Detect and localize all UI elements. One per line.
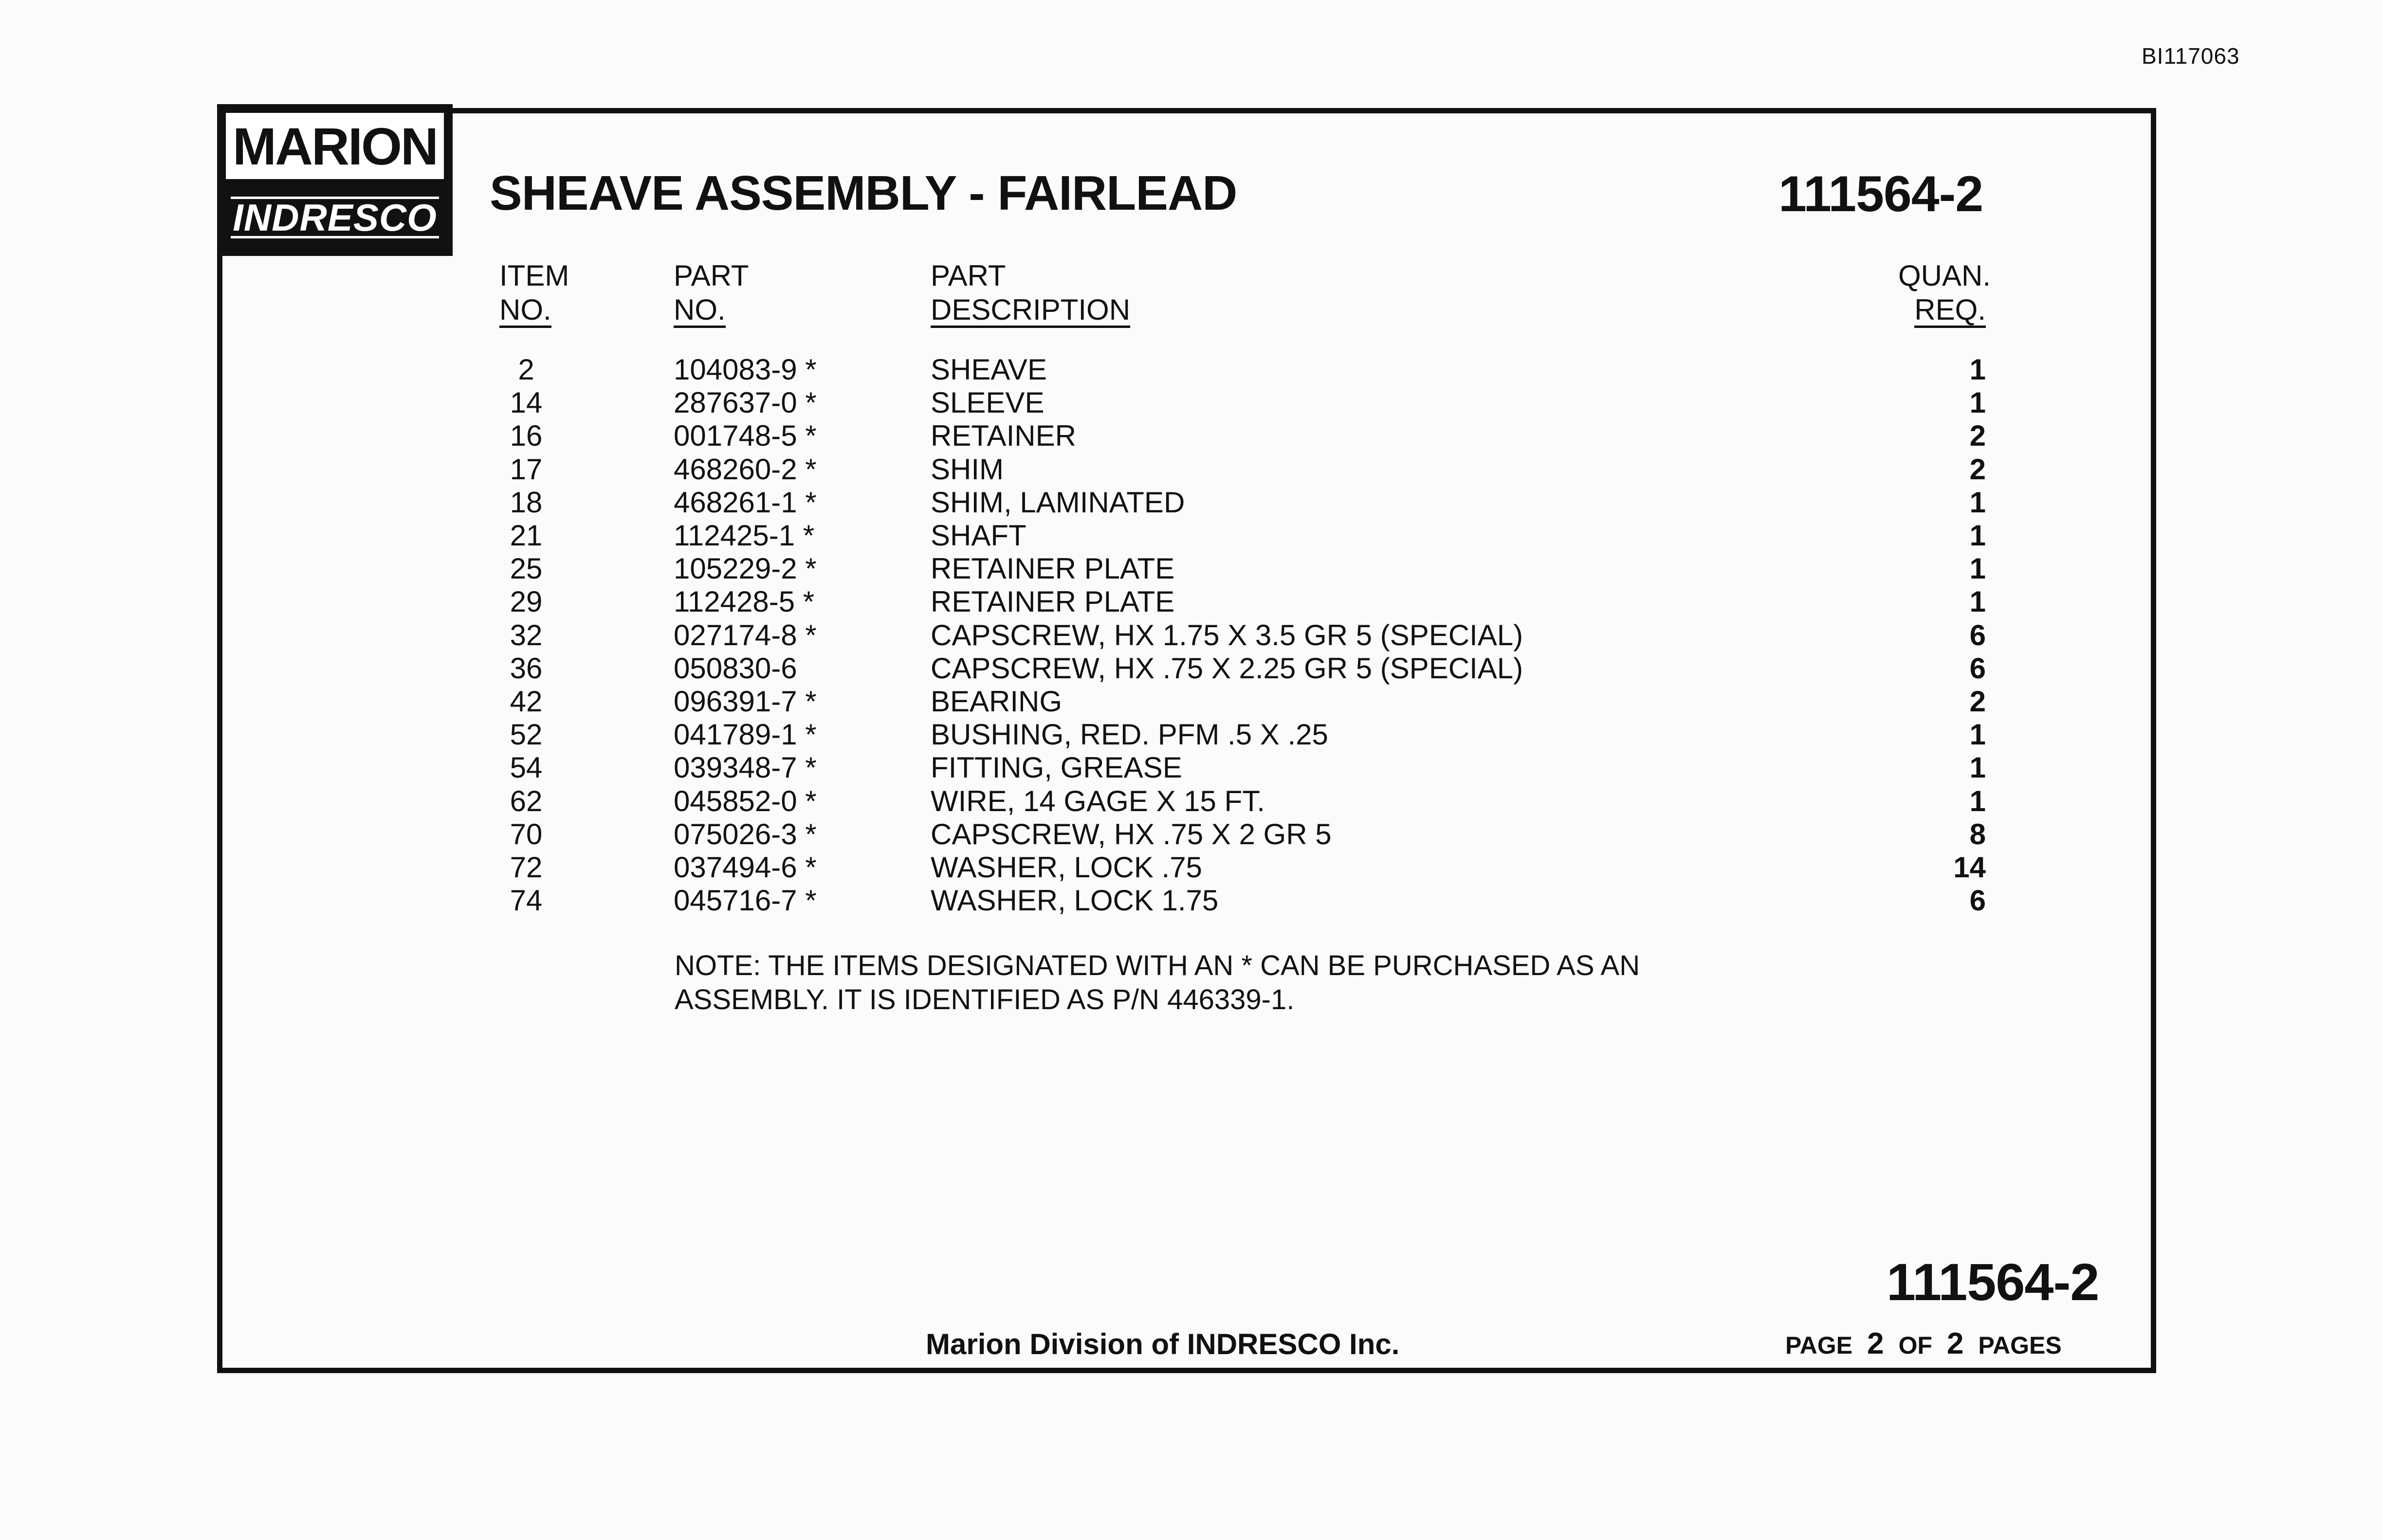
- part-number: 027174-8 *: [674, 618, 817, 652]
- part-description: CAPSCREW, HX .75 X 2.25 GR 5 (SPECIAL): [931, 652, 1523, 685]
- quantity-required: 1: [1969, 585, 1986, 618]
- part-description: RETAINER PLATE: [931, 552, 1175, 585]
- part-number: 045852-0 *: [674, 784, 817, 817]
- table-row: [0, 818, 2383, 851]
- table-row: [0, 386, 2383, 419]
- item-number: 21: [510, 519, 543, 552]
- quantity-required: 8: [1969, 817, 1986, 851]
- part-number: 001748-5 *: [674, 419, 817, 453]
- part-description: SHIM, LAMINATED: [931, 486, 1185, 519]
- footer-page-indicator: [1785, 1326, 2062, 1361]
- item-number: 52: [510, 718, 543, 751]
- item-number: 74: [510, 884, 543, 917]
- item-number: 29: [510, 585, 543, 618]
- quantity-required: 1: [1969, 486, 1986, 519]
- part-number: 037494-6 *: [674, 851, 817, 884]
- part-description: RETAINER: [931, 419, 1076, 453]
- part-number: 112428-5 *: [674, 585, 815, 618]
- table-row: [0, 884, 2383, 917]
- item-number: 25: [510, 552, 543, 585]
- header-item-no: ITEM NO.: [499, 259, 569, 328]
- quantity-required: 1: [1969, 552, 1986, 585]
- part-description: SHEAVE: [931, 353, 1047, 386]
- item-number: 17: [510, 453, 543, 486]
- quantity-required: 1: [1969, 386, 1986, 419]
- quantity-required: 1: [1969, 519, 1986, 552]
- quantity-required: 6: [1969, 618, 1986, 652]
- part-description: WASHER, LOCK 1.75: [931, 884, 1219, 917]
- document-id: BI117063: [2142, 43, 2240, 69]
- table-row: [0, 751, 2383, 784]
- quantity-required: 14: [1953, 851, 1986, 884]
- part-description: BEARING: [931, 685, 1063, 718]
- table-row: [0, 419, 2383, 453]
- part-number: 468260-2 *: [674, 453, 817, 486]
- item-number: 32: [510, 618, 543, 652]
- table-row: [0, 453, 2383, 486]
- part-number: 045716-7 *: [674, 884, 817, 917]
- part-number: 104083-9 *: [674, 353, 817, 386]
- table-row: [0, 519, 2383, 552]
- part-number: 050830-6: [674, 652, 797, 685]
- table-row: [0, 851, 2383, 884]
- header-part-description: PART DESCRIPTION: [931, 259, 1130, 328]
- quantity-required: 6: [1969, 652, 1986, 685]
- part-description: RETAINER PLATE: [931, 585, 1175, 618]
- part-description: WASHER, LOCK .75: [931, 851, 1202, 884]
- quantity-required: 2: [1969, 685, 1986, 718]
- table-row: [0, 685, 2383, 718]
- part-number: 468261-1 *: [674, 486, 817, 519]
- item-number: 18: [510, 486, 543, 519]
- part-description: BUSHING, RED. PFM .5 X .25: [931, 718, 1328, 751]
- table-row: [0, 353, 2383, 386]
- part-description: SHIM: [931, 453, 1004, 486]
- part-number: 041789-1 *: [674, 718, 817, 751]
- part-number: 105229-2 *: [674, 552, 817, 585]
- part-description: SHAFT: [931, 519, 1027, 552]
- page-current: 2: [1867, 1327, 1884, 1360]
- table-row: [0, 552, 2383, 585]
- logo-indresco-text: INDRESCO: [231, 197, 439, 238]
- page-total: 2: [1946, 1327, 1964, 1360]
- part-number: 039348-7 *: [674, 751, 817, 784]
- table-row: [0, 652, 2383, 685]
- part-description: CAPSCREW, HX .75 X 2 GR 5: [931, 817, 1332, 851]
- footer-company-name: Marion Division of INDRESCO Inc.: [926, 1328, 1400, 1360]
- of-label: OF: [1898, 1332, 1932, 1359]
- pages-label: PAGES: [1978, 1332, 2062, 1359]
- item-number: 70: [510, 817, 543, 851]
- quantity-required: 2: [1969, 419, 1986, 453]
- item-number: 36: [510, 652, 543, 685]
- table-row: [0, 718, 2383, 751]
- quantity-required: 1: [1969, 353, 1986, 386]
- item-number: 2: [518, 353, 534, 386]
- page-label: PAGE: [1785, 1332, 1852, 1359]
- item-number: 14: [510, 386, 543, 419]
- part-description: WIRE, 14 GAGE X 15 FT.: [931, 784, 1265, 817]
- page-title: SHEAVE ASSEMBLY - FAIRLEAD: [490, 166, 1237, 220]
- footer-assembly-number: 111564-2: [1887, 1252, 2099, 1311]
- assembly-number: 111564-2: [1778, 166, 1983, 222]
- part-description: CAPSCREW, HX 1.75 X 3.5 GR 5 (SPECIAL): [931, 618, 1523, 652]
- table-row: [0, 486, 2383, 519]
- quantity-required: 1: [1969, 718, 1986, 751]
- quantity-required: 1: [1969, 784, 1986, 817]
- item-number: 62: [510, 784, 543, 817]
- part-description: SLEEVE: [931, 386, 1045, 419]
- logo-indresco-mark: [226, 191, 444, 244]
- marion-indresco-logo: [217, 104, 453, 256]
- item-number: 42: [510, 685, 543, 718]
- table-row: [0, 785, 2383, 818]
- item-number: 72: [510, 851, 543, 884]
- header-quantity: QUAN. REQ.: [1898, 259, 1986, 328]
- part-number: 075026-3 *: [674, 817, 817, 851]
- table-row: [0, 585, 2383, 618]
- part-number: 287637-0 *: [674, 386, 817, 419]
- part-number: 096391-7 *: [674, 685, 817, 718]
- quantity-required: 6: [1969, 884, 1986, 917]
- item-number: 16: [510, 419, 543, 453]
- logo-marion-text: MARION: [226, 113, 444, 179]
- part-number: 112425-1 *: [674, 519, 815, 552]
- table-row: [0, 619, 2383, 652]
- assembly-note: NOTE: THE ITEMS DESIGNATED WITH AN * CAN BE PURCHASED AS AN ASSEMBLY. IT IS IDENTIFIED AS P/N 446339-1.: [675, 950, 1640, 1015]
- quantity-required: 1: [1969, 751, 1986, 784]
- item-number: 54: [510, 751, 543, 784]
- quantity-required: 2: [1969, 453, 1986, 486]
- header-part-no: PART NO.: [674, 259, 749, 328]
- part-description: FITTING, GREASE: [931, 751, 1182, 784]
